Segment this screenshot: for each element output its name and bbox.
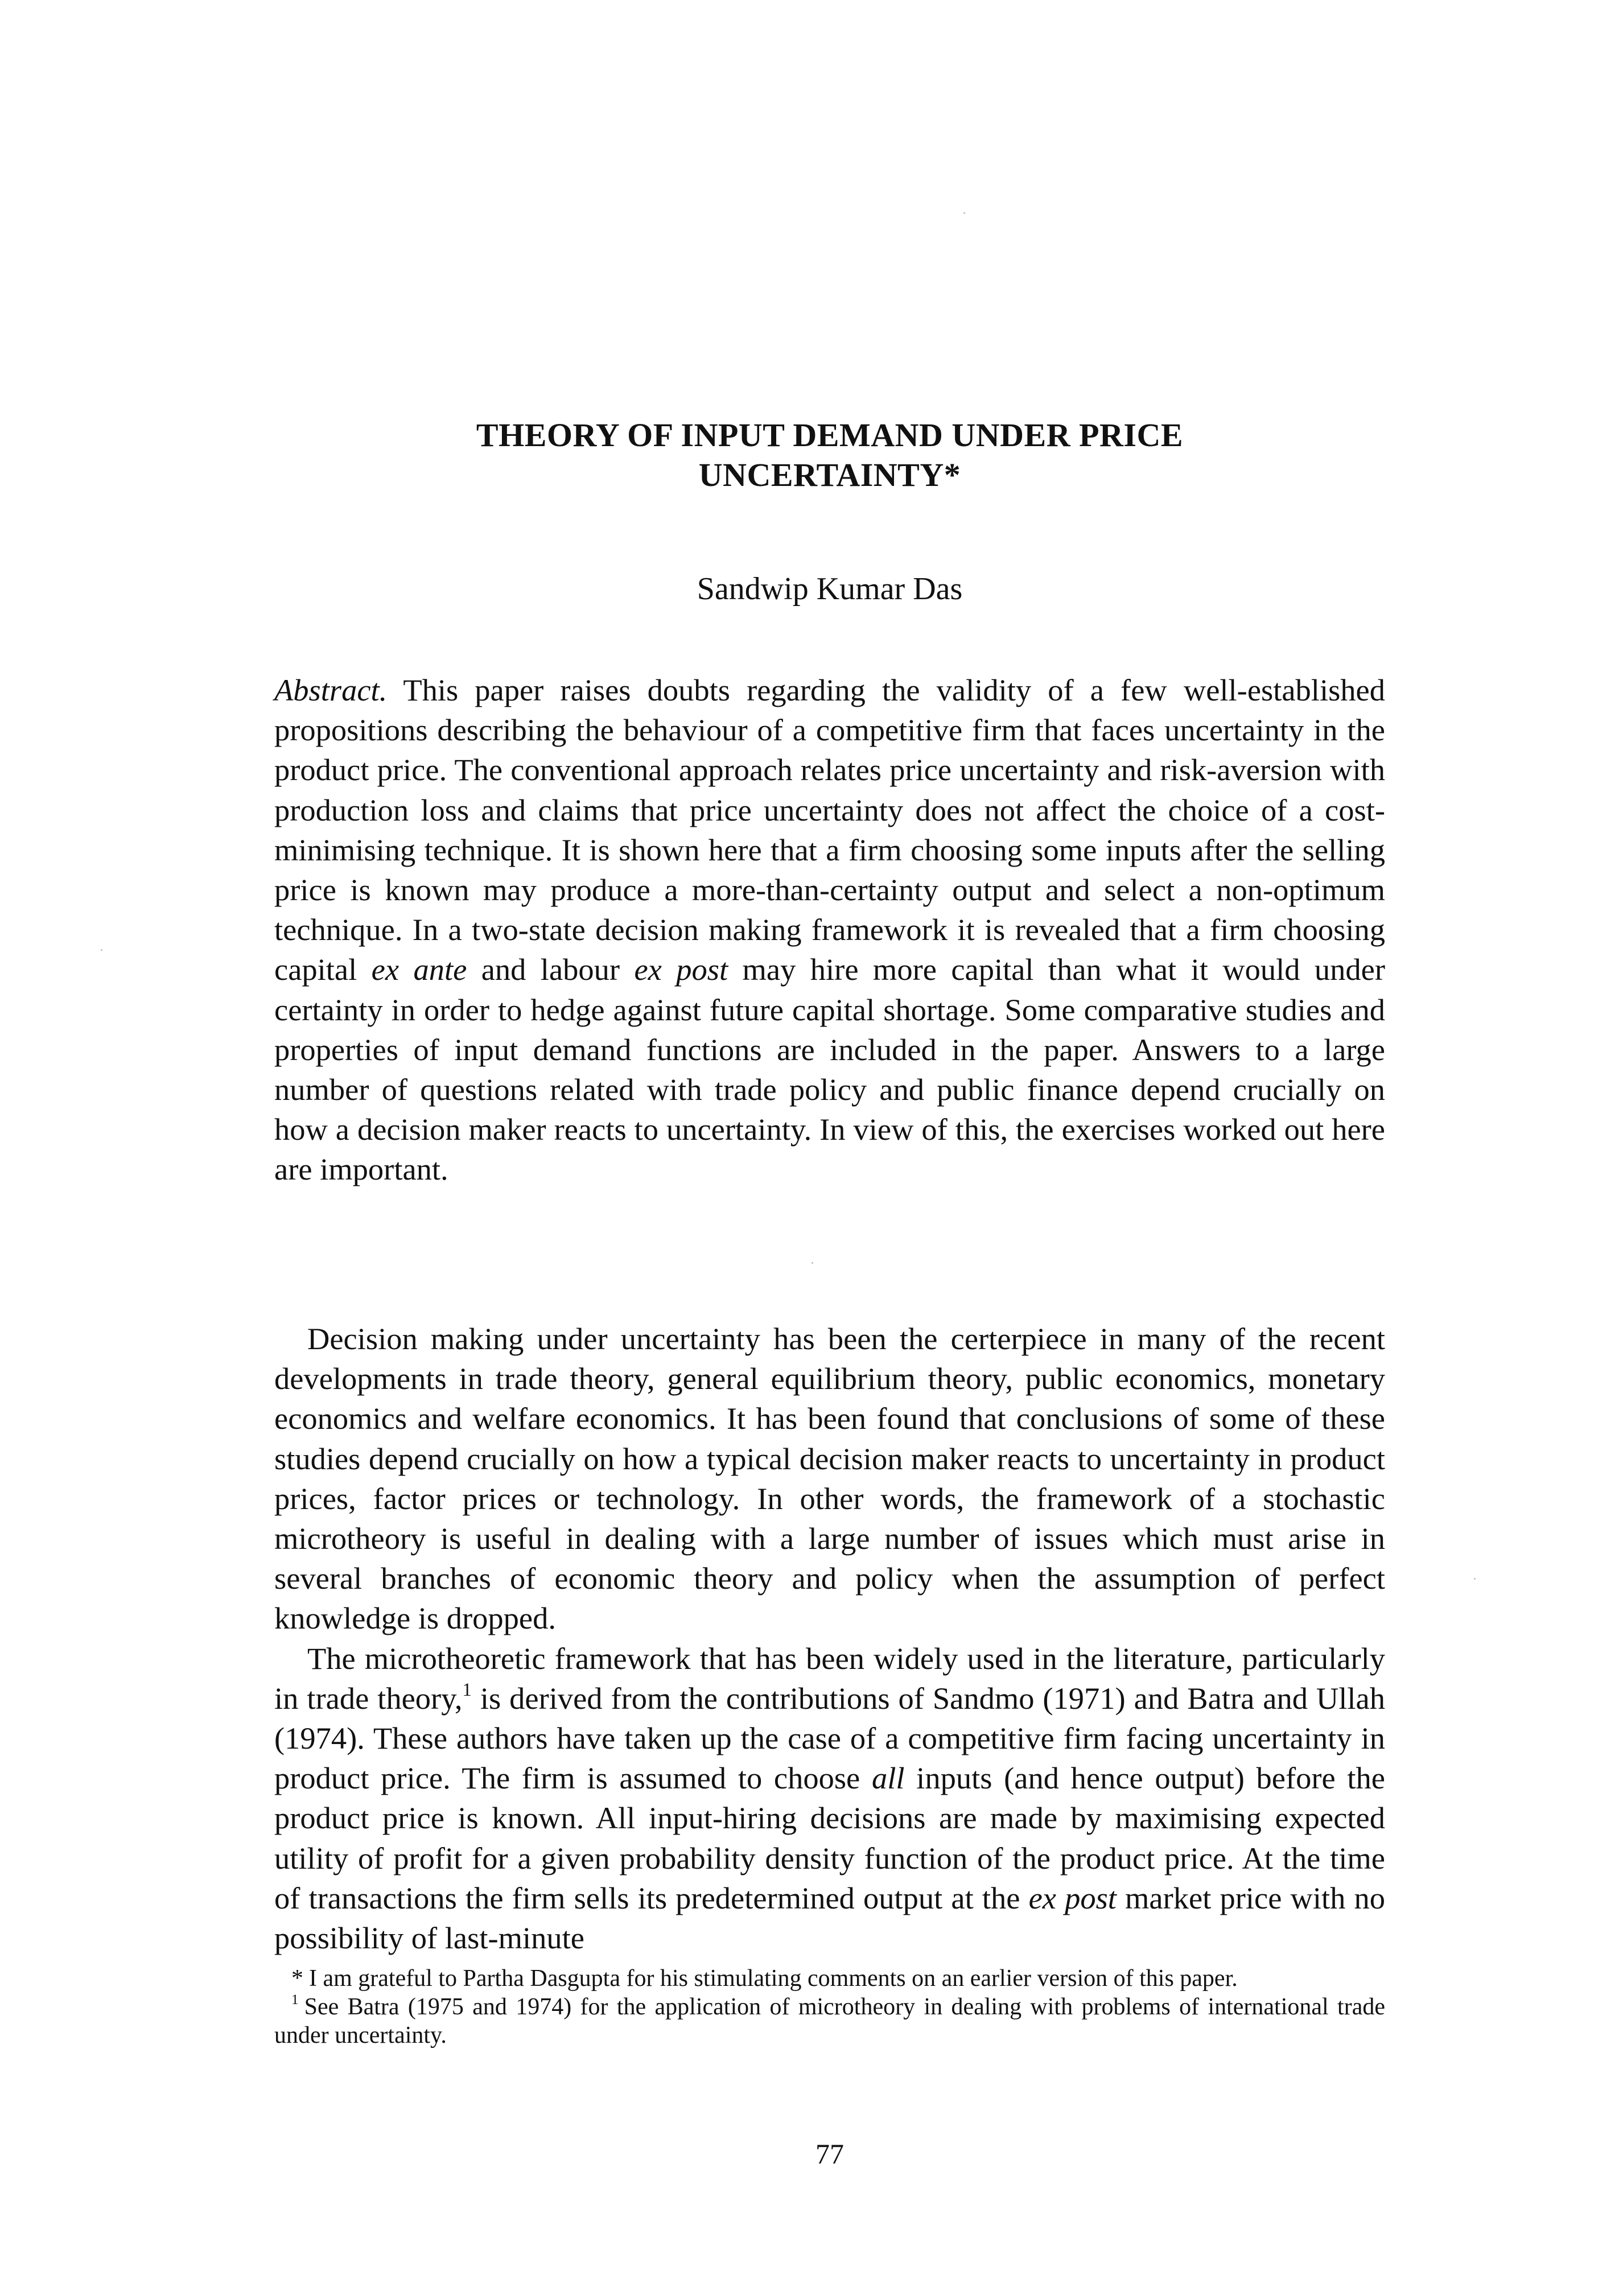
abstract-text-1: This paper raises doubts regarding the validity of a few well-established propositions describing the behaviour of a competitive firm that faces uncertainty in the product price. The conventional approach relates price uncertainty and risk-aversion with production loss and claims that price uncertainty does not affect the choice of a cost-minimising technique. It is shown here that a firm choosing some inputs after the selling price is known may produce a more-than-certainty output and select a non-optimum technique. In a two-state decision making framework it is revealed that a firm choosing capital — [274, 673, 1385, 987]
scan-speck — [101, 949, 102, 951]
body-paragraph-1: Decision making under uncertainty has been the certerpiece in many of the recent developments in trade theory, general equilibrium theory, public economics, monetary economics and welfare economics. It has been found that conclusions of some of these studies depend crucially on how a typical decision maker reacts to uncertainty in product prices, factor prices or technology. In other words, the framework of a stochastic microtheory is useful in dealing with a large number of issues which must arise in several branches of economic theory and policy when the assumption of perfect knowledge is dropped. — [274, 1321, 1385, 1636]
scan-speck — [1474, 1578, 1476, 1580]
footnote-star — [274, 1964, 1385, 1993]
paragraph-2-italic-all: all — [871, 1761, 905, 1796]
abstract-text-2: and labour — [467, 952, 635, 987]
footnotes — [274, 1964, 1385, 2050]
paragraph-2-part-3: inputs (and hence output) before the product price is known. All input-hiring decisions are made by maximising expected utility of profit for a given probability density function of the product price. At the time of transactions the firm sells its predetermined output at the — [274, 1761, 1385, 1915]
footnote-reference-1[interactable]: 1 — [462, 1679, 472, 1700]
footnote-1-mark: 1 — [291, 1992, 299, 2008]
paper-title — [274, 415, 1385, 495]
paragraph-2-part-2: is derived from the contributions of Sandmo (1971) and Batra and Ullah (1974). These authors have taken up the case of a competitive firm facing uncertainty in product price. The firm is assumed to choose — [274, 1680, 1385, 1796]
abstract-italic-ex-ante: ex ante — [371, 952, 467, 987]
scan-speck — [963, 212, 965, 214]
author-name: Sandwip Kumar Das — [697, 571, 963, 607]
paper-title-line-2: UNCERTAINTY* — [698, 456, 961, 493]
footnote-star-mark: * — [291, 1965, 303, 1992]
abstract-label: Abstract. — [274, 673, 388, 707]
footnote-star-text: I am grateful to Partha Dasgupta for his stimulating comments on an earlier version of this paper. — [309, 1965, 1238, 1992]
paragraph-2-part-1: The microtheoretic framework that has been widely used in the literature, particularly in trade theory, — [274, 1640, 1385, 1716]
scan-speck — [812, 1262, 813, 1264]
abstract — [274, 670, 1385, 1190]
page-number: 77 — [815, 2138, 844, 2170]
body-text — [274, 1319, 1385, 1958]
paragraph-2-part-4: market price with no possibility of last-minute — [274, 1880, 1385, 1956]
abstract-text-3: may hire more capital than what it would under certainty in order to hedge against future capital shortage. Some comparative studies and properties of input demand functions are included in the paper. Answers to a large number of questions related with trade policy and public finance depend crucially on how a decision maker reacts to uncertainty. In view of this, the exercises worked out here are important. — [274, 952, 1386, 1187]
footnote-1 — [274, 1993, 1385, 2050]
abstract-italic-ex-post: ex post — [634, 952, 728, 987]
footnote-1-text: See Batra (1975 and 1974) for the application of microtheory in dealing with problems of international trade under uncertainty. — [274, 1994, 1385, 2048]
body-paragraph-2 — [274, 1639, 1385, 1959]
paper-title-line-1: THEORY OF INPUT DEMAND UNDER PRICE — [476, 417, 1184, 454]
paragraph-2-italic-ex-post: ex post — [1028, 1880, 1117, 1915]
